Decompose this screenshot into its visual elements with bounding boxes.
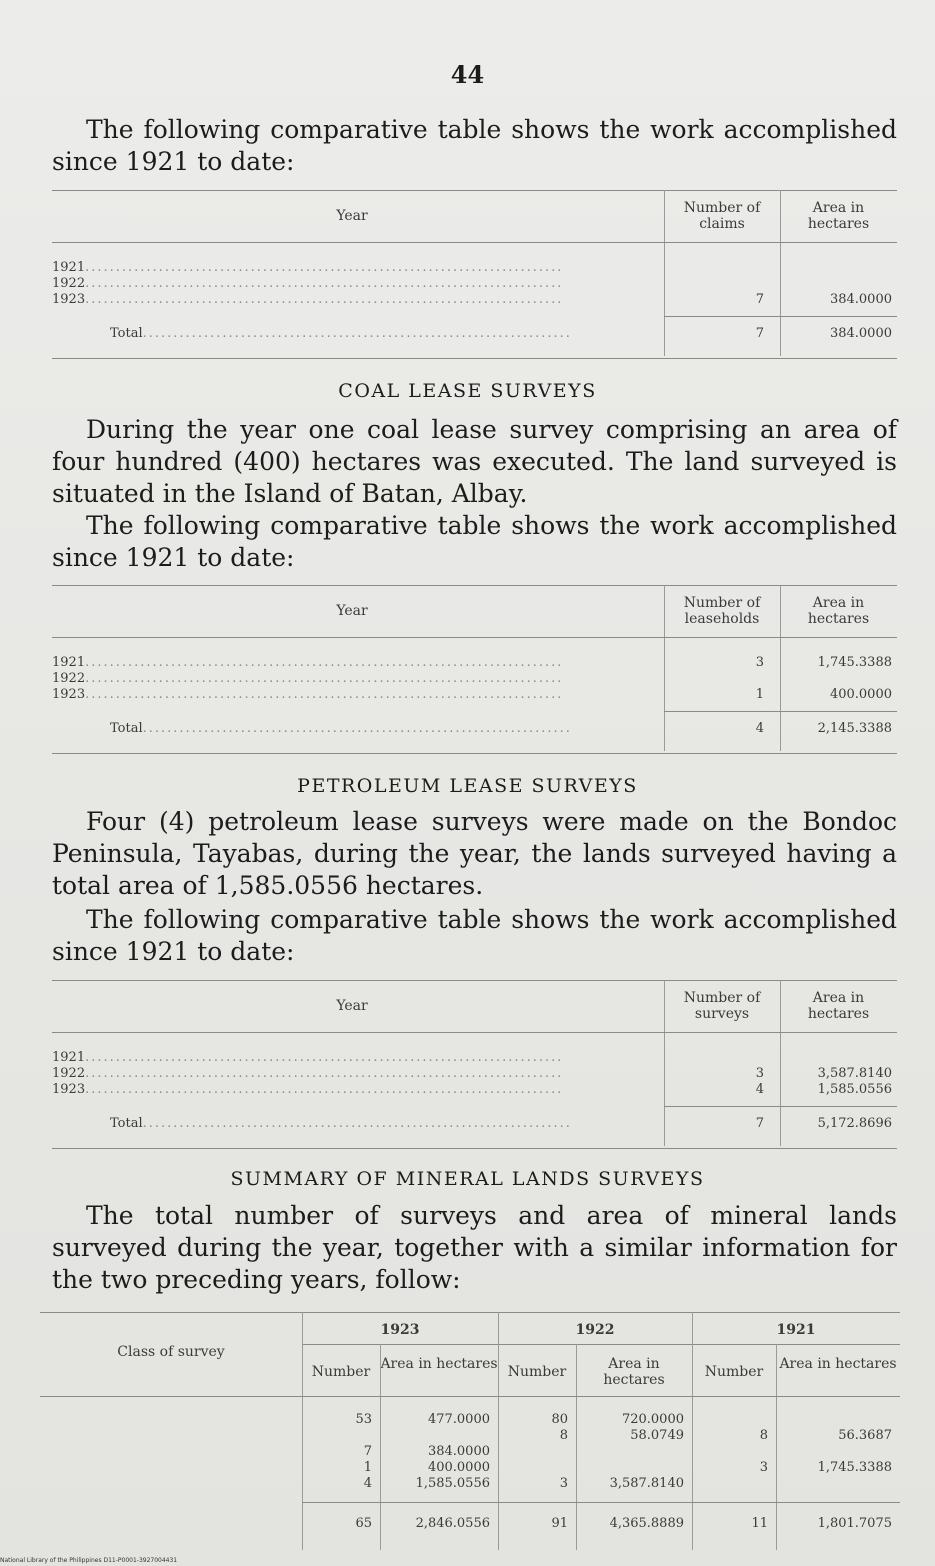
header-count: Number of claims: [683, 200, 761, 232]
coal-paragraph: During the year one coal lease survey comprising an area of four hundred (400) hectares was executed. The land surveyed is situated in the Island of Batan, Albay.: [52, 415, 897, 508]
table-row: 1922.............................................................................. 3 3,587.8140: [52, 1066, 892, 1081]
header-area: Area in hectares: [380, 1356, 498, 1372]
claims-table: [52, 190, 897, 360]
footer-credit: National Library of the Philippines D11-P0001-3927004431: [0, 1557, 178, 1564]
total-row: Total...................................................................... 7 5,172.8696: [110, 1116, 892, 1131]
table-row: 1922..............................................................................: [52, 671, 564, 686]
table-row: 1921..............................................................................: [52, 1050, 564, 1065]
summary-paragraph: The total number of surveys and area of mineral lands surveyed during the year, together with a similar information for the two preceding years, follow:: [52, 1201, 897, 1294]
header-count: Number of leaseholds: [683, 595, 761, 627]
table-row: 1921.............................................................................. 3 1,745.3388: [52, 655, 892, 670]
coal-heading: COAL LEASE SURVEYS: [338, 380, 597, 402]
header-number: Number: [507, 1364, 567, 1380]
leaseholds-table: [52, 585, 897, 755]
header-year-1923: 1923: [380, 1322, 420, 1338]
intro-paragraph-3: The following comparative table shows the work accomplished since 1921 to date:: [52, 905, 897, 966]
table-row: 1 400.0000 3 1,745.3388: [363, 1460, 892, 1475]
summary-table: [40, 1312, 900, 1552]
header-year-1922: 1922: [575, 1322, 615, 1338]
summary-heading: SUMMARY OF MINERAL LANDS SURVEYS: [230, 1168, 705, 1190]
header-number: Number: [704, 1364, 764, 1380]
petroleum-paragraph: Four (4) petroleum lease surveys were made on the Bondoc Peninsula, Tayabas, during the year, the lands surveyed having a total area of 1,585.0556 hectares.: [52, 807, 897, 900]
surveys-table: [52, 980, 897, 1150]
header-class: Class of survey: [117, 1344, 225, 1360]
header-count: Number of surveys: [683, 990, 761, 1022]
header-number: Number: [311, 1364, 371, 1380]
header-area: Area in hectares: [807, 990, 870, 1022]
page-number: 44: [450, 60, 485, 89]
petroleum-heading: PETROLEUM LEASE SURVEYS: [297, 775, 638, 797]
table-row: 1923.............................................................................. 4 1,585.0556: [52, 1082, 892, 1097]
header-area: Area in hectares: [603, 1356, 665, 1388]
table-row: 7 384.0000: [363, 1444, 490, 1459]
table-row: 1922..............................................................................: [52, 276, 564, 291]
header-area: Area in hectares: [779, 1356, 897, 1372]
table-row: 53 477.0000 80 720.0000: [355, 1412, 684, 1427]
header-area: Area in hectares: [807, 200, 870, 232]
intro-paragraph-1: The following comparative table shows the work accomplished since 1921 to date:: [52, 115, 897, 176]
table-row: 4 1,585.0556 3 3,587.8140: [363, 1476, 684, 1491]
header-year: Year: [336, 208, 368, 224]
table-row: 8 58.0749 8 56.3687: [559, 1428, 892, 1443]
header-area: Area in hectares: [807, 595, 870, 627]
table-row: 1923.............................................................................. 1 400.0000: [52, 687, 892, 702]
header-year-1921: 1921: [776, 1322, 816, 1338]
table-row: 1921..............................................................................: [52, 260, 564, 275]
table-row: 1923.............................................................................. 7 384.0000: [52, 292, 892, 307]
total-row: 65 2,846.0556 91 4,365.8889 11 1,801.7075: [355, 1516, 892, 1531]
header-year: Year: [336, 603, 368, 619]
total-row: Total...................................................................... 4 2,145.3388: [110, 721, 892, 736]
total-row: Total...................................................................... 7 384.0000: [110, 326, 892, 341]
header-year: Year: [336, 998, 368, 1014]
intro-paragraph-2: The following comparative table shows the work accomplished since 1921 to date:: [52, 511, 897, 572]
